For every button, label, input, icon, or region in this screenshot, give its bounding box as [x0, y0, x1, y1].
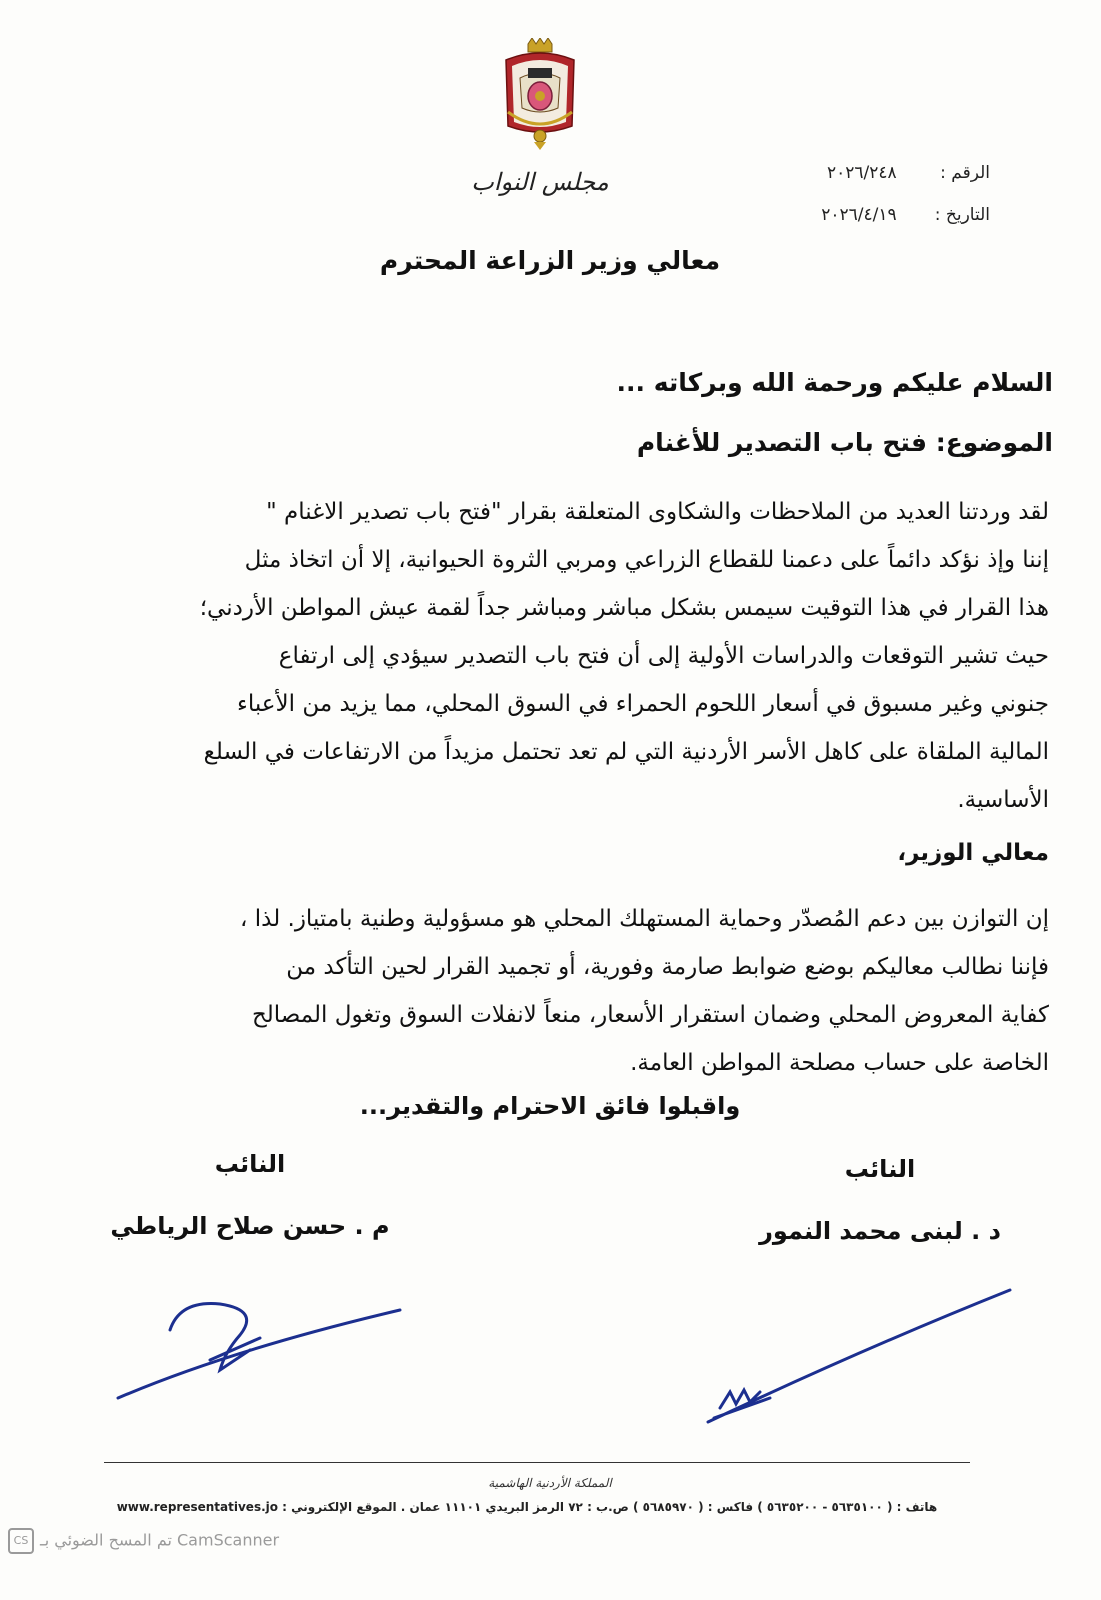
recipient-heading: معالي وزير الزراعة المحترم: [379, 246, 721, 275]
coat-of-arms-icon: [498, 38, 582, 150]
address-line: معالي الوزير،: [897, 840, 1049, 866]
signature-block-right: [740, 1155, 1020, 1245]
footer-logo-text: المملكة الأردنية الهاشمية: [488, 1476, 612, 1490]
camscanner-watermark: [8, 1528, 279, 1554]
paragraph-line: هذا القرار في هذا التوقيت سيمس بشكل مباشر ومباشر جداً لقمة عيش المواطن الأردني؛: [199, 595, 1049, 621]
handwritten-signature-right: [700, 1280, 1020, 1430]
paragraph-line: الأساسية.: [957, 787, 1049, 813]
council-logo-text: مجلس النواب: [471, 168, 609, 196]
paragraph-line: الخاصة على حساب مصلحة المواطن العامة.: [630, 1050, 1049, 1076]
paragraph-line: جنوني وغير مسبوق في أسعار اللحوم الحمراء في السوق المحلي، مما يزيد من الأعباء: [237, 691, 1049, 717]
greeting: السلام عليكم ورحمة الله وبركاته ...: [616, 368, 1053, 397]
body-paragraph-1: [99, 488, 1049, 824]
body-paragraph-2: [99, 895, 1049, 1087]
footer-divider: [104, 1462, 970, 1463]
handwritten-signature-left: [110, 1290, 410, 1410]
paragraph-line: لقد وردتنا العديد من الملاحظات والشكاوى المتعلقة بقرار "فتح باب تصدير الاغنام ": [266, 499, 1049, 525]
signature-block-left: [100, 1150, 400, 1240]
subject-line: الموضوع: فتح باب التصدير للأغنام: [636, 428, 1053, 457]
ref-value: ٢٠٢٦/٢٤٨: [826, 163, 897, 183]
signatory-name: د . لبنى محمد النمور: [759, 1217, 1001, 1245]
signatory-name: م . حسن صلاح الرياطي: [110, 1212, 390, 1240]
signatory-title: النائب: [214, 1150, 286, 1178]
reference-block: [760, 158, 990, 242]
signatory-title: النائب: [844, 1155, 916, 1183]
paragraph-line: إن التوازن بين دعم المُصدّر وحماية المستهلك المحلي هو مسؤولية وطنية بامتياز. لذا ،: [240, 906, 1049, 932]
paragraph-line: المالية الملقاة على كاهل الأسر الأردنية التي لم تعد تحتمل مزيداً من الارتفاعات في السلع: [203, 739, 1049, 765]
paragraph-line: حيث تشير التوقعات والدراسات الأولية إلى أن فتح باب التصدير سيؤدي إلى ارتفاع: [278, 643, 1049, 669]
ref-label: الرقم :: [940, 163, 990, 183]
date-label: التاريخ :: [934, 205, 990, 225]
footer-contact-info: هاتف : ( ٥٦٣٥١٠٠ - ٥٦٣٥٢٠٠ ) فاكس : ( ٥٦٨٥٩٧٠ ) ص.ب : ٧٢ الرمز البريدي ١١١٠١ عمان . الموقع الإلكتروني : www.representatives.jo: [116, 1500, 938, 1514]
paragraph-line: كفاية المعروض المحلي وضمان استقرار الأسعار، منعاً لانفلات السوق وتغول المصالح: [251, 1002, 1049, 1028]
camscanner-icon: CS: [8, 1528, 34, 1554]
watermark-text: تم المسح الضوئي بـ CamScanner: [40, 1530, 280, 1550]
date-line: [760, 200, 990, 242]
paragraph-line: فإننا نطالب معاليكم بوضع ضوابط صارمة وفورية، أو تجميد القرار لحين التأكد من: [286, 954, 1049, 980]
closing-line: واقبلوا فائق الاحترام والتقدير...: [359, 1092, 741, 1120]
date-value: ٢٠٢٦/٤/١٩: [821, 205, 897, 225]
paragraph-line: إننا وإذ نؤكد دائماً على دعمنا للقطاع الزراعي ومربي الثروة الحيوانية، إلا أن اتخاذ مثل: [244, 547, 1049, 573]
ref-number-line: [760, 158, 990, 200]
